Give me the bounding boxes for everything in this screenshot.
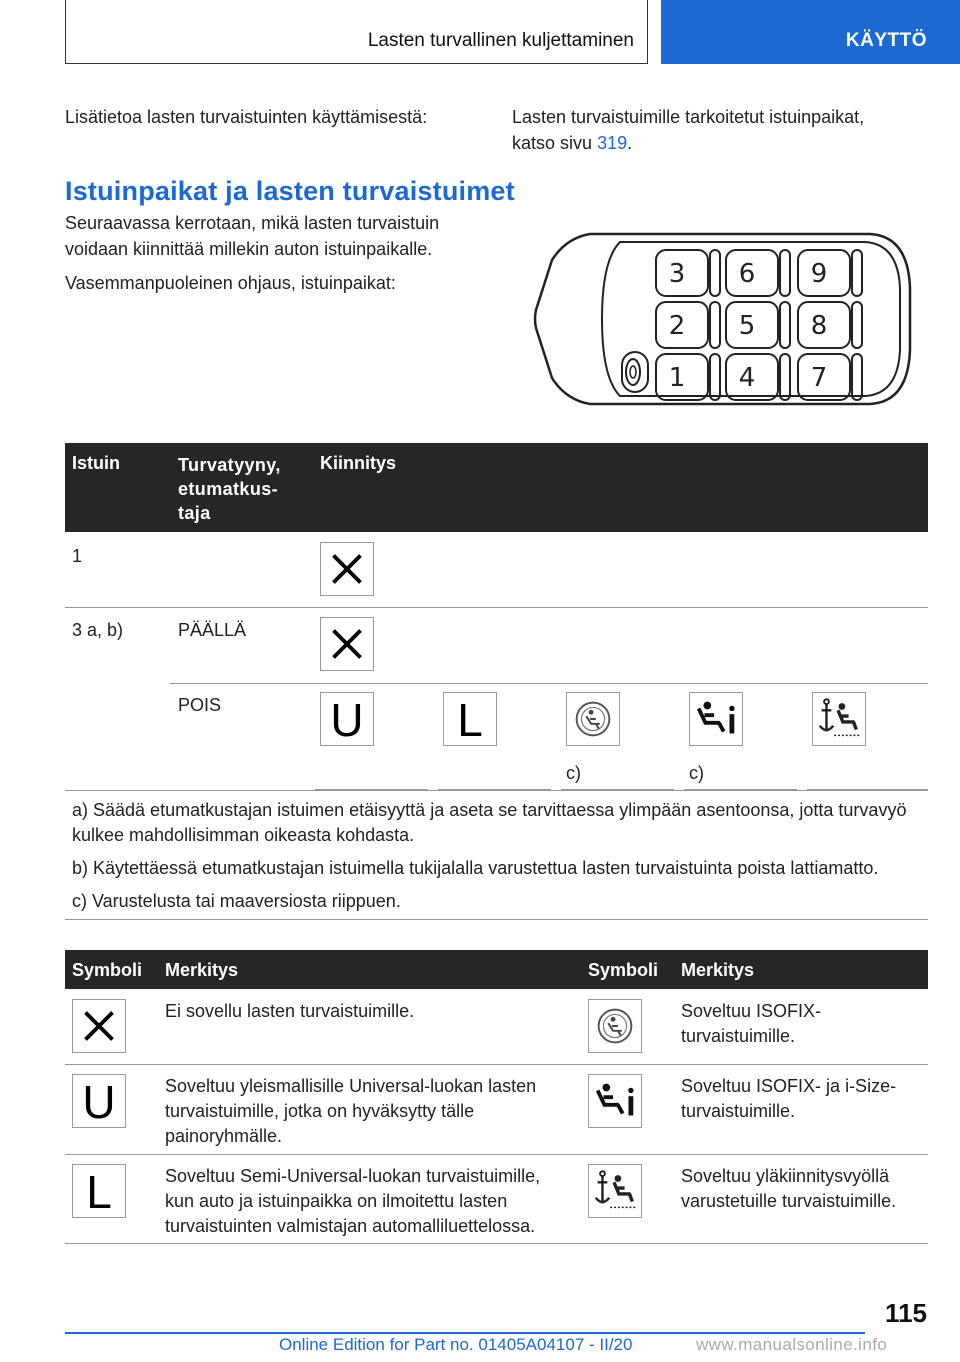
symbol-letter: U — [330, 694, 364, 746]
symbol-letter: U — [82, 1076, 116, 1128]
seat-cell: 1 — [72, 546, 83, 566]
intro-left: Lisätietoa lasten turvaistuinten käyttämisestä: — [65, 107, 428, 127]
page-link-319[interactable]: 319 — [597, 133, 628, 153]
seat-table-header — [65, 443, 928, 532]
semi-universal-l-icon — [72, 1164, 126, 1218]
top-tether-icon — [812, 692, 866, 746]
intro-right-text: Lasten turvaistuimille tarkoitetut istuinpaikat, katso sivu — [512, 107, 865, 153]
seat-label: 7 — [810, 363, 828, 393]
col-header-seat: Istuin — [72, 453, 120, 473]
header-section-title: Lasten turvallinen kuljettaminen — [367, 30, 634, 51]
symbol-table-header — [65, 950, 928, 989]
meaning-text: Soveltuu ISOFIX- ja i-Size-turvaistuimille. — [681, 1076, 897, 1121]
col-header-airbag: Turvatyyny, etumatkus- taja — [178, 455, 281, 523]
seat-cell: 3 a, b) — [72, 620, 124, 640]
x-icon — [72, 999, 126, 1053]
intro-right — [512, 104, 912, 156]
meaning-text: Soveltuu yläkiinnitysvyöllä varustetuille turvaistuimille. — [681, 1166, 897, 1211]
airbag-cell: PÄÄLLÄ — [178, 620, 247, 640]
seat-label: 1 — [668, 363, 686, 393]
seat-label: 4 — [738, 363, 756, 393]
meaning-text: Soveltuu yleismallisille Universal-luokan lasten turvaistuimille, jotka on hyväksytty tälle painoryhmälle. — [165, 1076, 537, 1146]
footnote-c: c) Varustelusta tai maaversiosta riippuen. — [72, 891, 401, 911]
meaning-text: Soveltuu Semi-Universal-luokan turvaistuimille, kun auto ja istuinpaikka on ilmoitettu lasten turvaistuinten valmistajan automalliluettelossa. — [165, 1166, 541, 1236]
footer-rule — [65, 1332, 865, 1334]
seat-label: 2 — [668, 311, 686, 341]
x-icon — [320, 617, 374, 671]
seat-label: 8 — [810, 311, 828, 341]
universal-u-icon — [72, 1074, 126, 1128]
watermark-text: www.manualsonline.info — [694, 1335, 960, 1355]
meaning-text: Soveltuu ISOFIX-turvaistuimille. — [681, 1001, 822, 1046]
intro-right-suffix: . — [627, 133, 633, 153]
seat-label: 5 — [738, 311, 756, 341]
page-number: 115 — [885, 1298, 927, 1328]
footnote-b: b) Käytettäessä etumatkustajan istuimella tukijalalla varustettua lasten turvaistuinta poista lattiamatto. — [72, 858, 879, 878]
col-header-symbol-2: Symboli — [588, 960, 659, 980]
top-tether-icon — [588, 1164, 642, 1218]
seat-label: 3 — [668, 259, 686, 289]
header-section-box — [65, 0, 648, 64]
section-title: Istuinpaikat ja lasten turvaistuimet — [65, 176, 515, 206]
symbol-letter: L — [86, 1166, 112, 1218]
footnote-marker: c) — [566, 763, 581, 783]
footnote-a: a) Säädä etumatkustajan istuimen etäisyyttä ja aseta se tarvittaessa ylimpään asentoonsa, jotta turvavyö kulkee mahdollisimman oikeasta kohdasta. — [72, 800, 907, 845]
isofix-icon — [566, 692, 620, 746]
footnote-marker: c) — [689, 763, 704, 783]
seat-label: 6 — [738, 259, 756, 289]
seat-label: 9 — [810, 259, 828, 289]
universal-u-icon — [320, 692, 374, 746]
x-icon — [320, 542, 374, 596]
header-chapter-title: KÄYTTÖ — [845, 30, 927, 51]
symbol-letter: L — [457, 694, 483, 746]
isofix-isize-icon — [689, 692, 743, 746]
edition-text: Online Edition for Part no. 01405A04107 - II/20 — [279, 1335, 633, 1354]
col-header-mounting: Kiinnitys — [320, 453, 397, 473]
semi-universal-l-icon — [443, 692, 497, 746]
col-header-meaning-2: Merkitys — [681, 960, 755, 980]
col-header-meaning: Merkitys — [165, 960, 239, 980]
meaning-text: Ei sovellu lasten turvaistuimille. — [165, 1001, 415, 1021]
isofix-isize-icon — [588, 1074, 642, 1128]
airbag-cell: POIS — [178, 695, 222, 715]
col-header-symbol: Symboli — [72, 960, 143, 980]
isofix-icon — [588, 999, 642, 1053]
section-para-1: Seuraavassa kerrotaan, mikä lasten turvaistuin voidaan kiinnittää millekin auton istuinpaikalle. — [65, 213, 440, 259]
seat-position-diagram — [530, 228, 915, 410]
section-para-2: Vasemmanpuoleinen ohjaus, istuinpaikat: — [65, 273, 396, 293]
header-chapter-tab[interactable] — [661, 0, 960, 64]
